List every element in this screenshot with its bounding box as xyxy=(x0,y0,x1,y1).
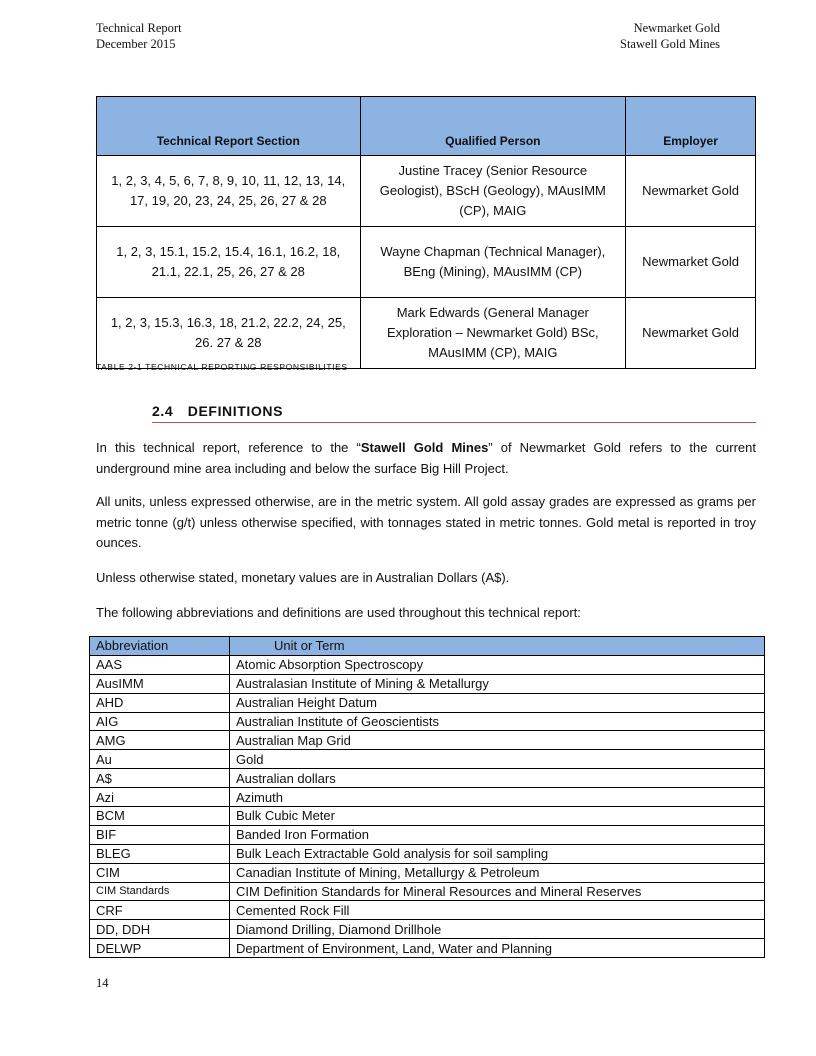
bold-term: Stawell Gold Mines xyxy=(360,440,489,455)
table-row xyxy=(90,882,765,901)
table-row xyxy=(90,655,765,674)
paragraph-units: All units, unless expressed otherwise, are in the metric system. All gold assay grades are expressed as grams per metric tonne (g/t) unless otherwise specified, with tonnages stated in metric tonnes. Gold metal is reported in troy ounces. xyxy=(96,494,756,550)
section-cell: 1, 2, 3, 15.3, 16.3, 18, 21.2, 22.2, 24, 25, 26. 27 & 28 xyxy=(97,298,361,369)
term-cell: Bulk Leach Extractable Gold analysis for soil sampling xyxy=(230,844,765,863)
term-cell: Cemented Rock Fill xyxy=(230,901,765,920)
table-row xyxy=(90,901,765,920)
section-cell: 1, 2, 3, 15.1, 15.2, 15.4, 16.1, 16.2, 18, 21.1, 22.1, 25, 26, 27 & 28 xyxy=(97,227,361,298)
table-row xyxy=(90,939,765,958)
column-header-abbreviation: Abbreviation xyxy=(90,637,230,656)
abbreviation-cell: Azi xyxy=(90,788,230,807)
table-header-row xyxy=(97,97,756,156)
page-header-right xyxy=(620,20,720,52)
abbreviation-cell: BLEG xyxy=(90,844,230,863)
abbreviation-cell: CIM Standards xyxy=(90,882,230,901)
term-cell: Banded Iron Formation xyxy=(230,825,765,844)
table-row xyxy=(90,863,765,882)
abbreviation-cell: AusIMM xyxy=(90,674,230,693)
header-company: Newmarket Gold xyxy=(633,21,720,35)
term-cell: Australian Map Grid xyxy=(230,731,765,750)
abbreviation-cell: AIG xyxy=(90,712,230,731)
section-title: DEFINITIONS xyxy=(187,403,284,419)
term-cell: CIM Definition Standards for Mineral Resources and Mineral Reserves xyxy=(230,882,765,901)
table-row xyxy=(97,156,756,227)
term-cell: Australian Height Datum xyxy=(230,693,765,712)
term-cell: Australian dollars xyxy=(230,769,765,788)
section-number: 2.4 xyxy=(152,403,174,419)
table-row xyxy=(90,788,765,807)
abbreviation-cell: Au xyxy=(90,750,230,769)
table-header-row xyxy=(90,637,765,656)
paragraph-currency: Unless otherwise stated, monetary values are in Australian Dollars (A$). xyxy=(96,570,510,585)
person-cell: Wayne Chapman (Technical Manager), BEng (Mining), MAusIMM (CP) xyxy=(360,227,626,298)
header-date: December 2015 xyxy=(96,37,176,51)
employer-cell: Newmarket Gold xyxy=(626,298,756,369)
term-cell: Azimuth xyxy=(230,788,765,807)
table-row xyxy=(97,227,756,298)
column-header-employer: Employer xyxy=(626,97,756,156)
abbreviation-cell: DD, DDH xyxy=(90,920,230,939)
header-report-title: Technical Report xyxy=(96,21,182,35)
table-row xyxy=(90,825,765,844)
abbreviation-cell: AAS xyxy=(90,655,230,674)
term-cell: Department of Environment, Land, Water and Planning xyxy=(230,939,765,958)
paragraph-stawell-definition xyxy=(96,438,756,479)
column-header-section: Technical Report Section xyxy=(97,97,361,156)
table-row xyxy=(90,712,765,731)
employer-cell: Newmarket Gold xyxy=(626,227,756,298)
term-cell: Canadian Institute of Mining, Metallurgy & Petroleum xyxy=(230,863,765,882)
table-row xyxy=(90,693,765,712)
person-cell: Mark Edwards (General Manager Exploration – Newmarket Gold) BSc, MAusIMM (CP), MAIG xyxy=(360,298,626,369)
abbreviation-cell: BIF xyxy=(90,825,230,844)
table-row xyxy=(90,731,765,750)
column-header-person: Qualified Person xyxy=(360,97,626,156)
paragraph-text: ” of Newmarket Gold refers to the current underground mine area including and below the surface Big Hill Project. xyxy=(96,440,756,476)
term-cell: Australasian Institute of Mining & Metallurgy xyxy=(230,674,765,693)
page-header-left xyxy=(96,20,182,52)
table-row xyxy=(90,844,765,863)
abbreviation-cell: AHD xyxy=(90,693,230,712)
table-row xyxy=(90,769,765,788)
section-heading xyxy=(152,403,756,423)
term-cell: Australian Institute of Geoscientists xyxy=(230,712,765,731)
table-row xyxy=(97,298,756,369)
abbreviation-cell: DELWP xyxy=(90,939,230,958)
term-cell: Bulk Cubic Meter xyxy=(230,807,765,826)
page-number: 14 xyxy=(96,976,109,990)
term-cell: Atomic Absorption Spectroscopy xyxy=(230,655,765,674)
section-cell: 1, 2, 3, 4, 5, 6, 7, 8, 9, 10, 11, 12, 13, 14, 17, 19, 20, 23, 24, 25, 26, 27 & 28 xyxy=(97,156,361,227)
header-site: Stawell Gold Mines xyxy=(620,37,720,51)
abbreviation-cell: CRF xyxy=(90,901,230,920)
responsibilities-table xyxy=(96,96,756,369)
column-header-term: Unit or Term xyxy=(230,637,765,656)
table-row xyxy=(90,674,765,693)
abbreviations-table xyxy=(89,636,765,958)
term-cell: Gold xyxy=(230,750,765,769)
abbreviation-cell: A$ xyxy=(90,769,230,788)
table-row xyxy=(90,750,765,769)
paragraph-abbreviations-intro: The following abbreviations and definitions are used throughout this technical report: xyxy=(96,605,581,620)
person-cell: Justine Tracey (Senior Resource Geologist), BScH (Geology), MAusIMM (CP), MAIG xyxy=(360,156,626,227)
abbreviation-cell: CIM xyxy=(90,863,230,882)
table-row xyxy=(90,807,765,826)
term-cell: Diamond Drilling, Diamond Drillhole xyxy=(230,920,765,939)
abbreviation-cell: BCM xyxy=(90,807,230,826)
table-row xyxy=(90,920,765,939)
table-caption: TABLE 2-1 TECHNICAL REPORTING RESPONSIBILITIES xyxy=(96,362,348,372)
paragraph-text: In this technical report, reference to the “ xyxy=(96,440,361,455)
abbreviation-cell: AMG xyxy=(90,731,230,750)
employer-cell: Newmarket Gold xyxy=(626,156,756,227)
